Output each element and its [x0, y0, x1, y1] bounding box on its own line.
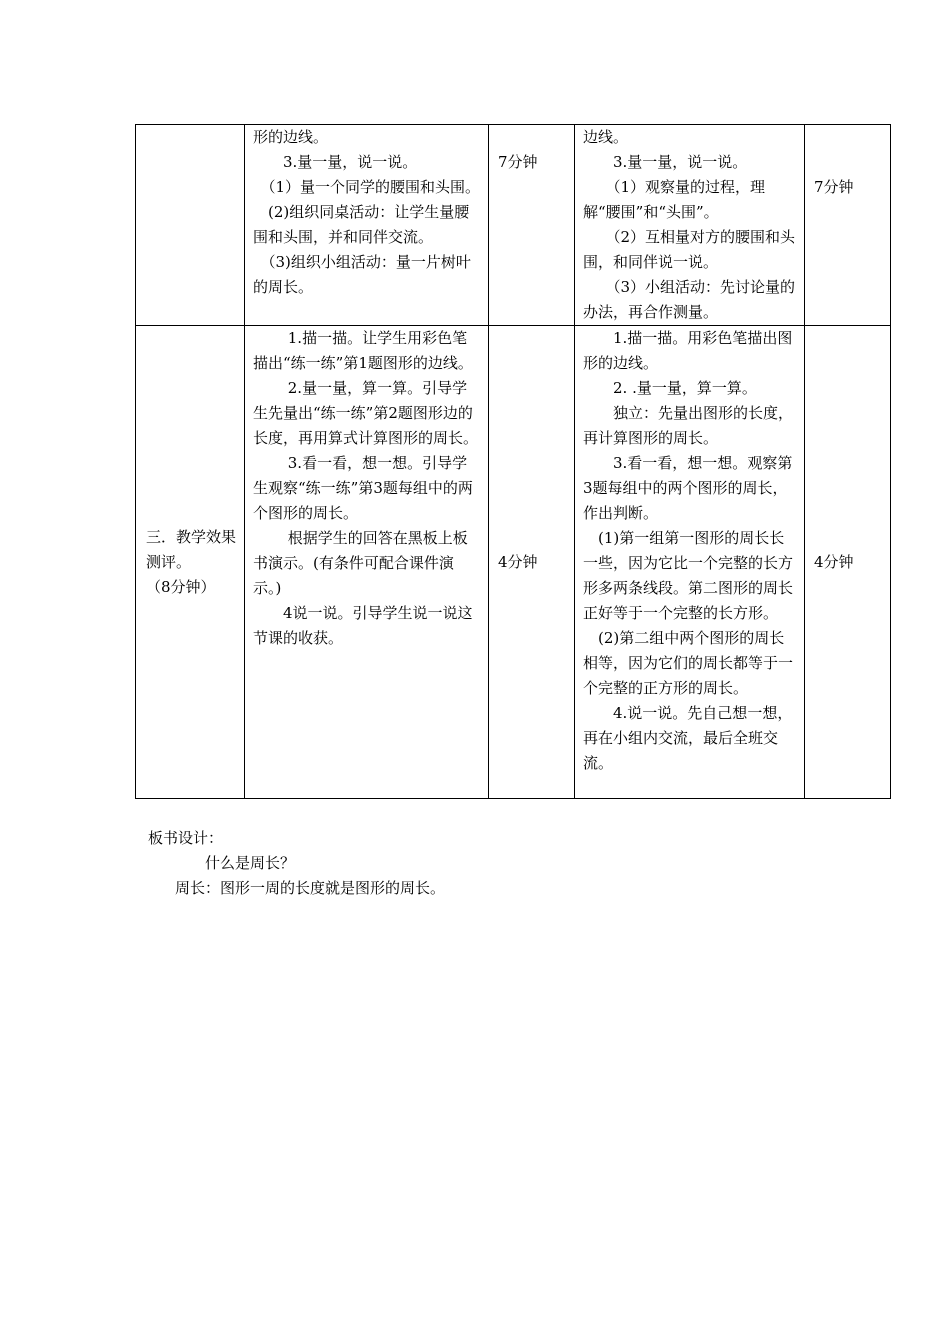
table-row — [136, 326, 891, 799]
student-paragraph: 边线。 — [583, 128, 629, 146]
stage-cell — [136, 326, 245, 799]
teacher-paragraph: 4说一说。引导学生说一说这节课的收获。 — [253, 604, 473, 647]
board-design-definition: 周长：图形一周的长度就是图形的周长。 — [175, 879, 446, 897]
teacher-paragraph: （3)组织小组活动：量一片树叶的周长。 — [253, 253, 471, 296]
teacher-time: 7分钟 — [498, 153, 538, 171]
student-paragraph: (2)第二组中两个图形的周长相等，因为它们的周长都等于一个完整的正方形的周长。 — [583, 629, 794, 697]
teacher-paragraph: （1）量一个同学的腰围和头围。 — [253, 178, 481, 196]
teacher-activity-cell — [245, 125, 489, 326]
student-paragraph: （1）观察量的过程，理解“腰围”和“头围”。 — [583, 178, 766, 221]
board-design-heading: 板书设计： — [148, 829, 224, 847]
stage-cell — [136, 125, 245, 326]
student-activity-cell — [575, 326, 805, 799]
stage-title: 三．教学效果测评。 — [146, 527, 237, 571]
student-paragraph: 3.看一看，想一想。观察第3题每组中的两个图形的周长，作出判断。 — [583, 454, 793, 522]
student-activity-cell — [575, 125, 805, 326]
teacher-activity-cell — [245, 326, 489, 799]
student-paragraph: 1.描一描。用彩色笔描出图形的边线。 — [583, 329, 793, 372]
student-paragraph: 3.量一量，说一说。 — [583, 153, 748, 171]
board-design-question: 什么是周长？ — [205, 854, 296, 872]
teacher-paragraph: 1.描一描。让学生用彩色笔描出“练一练”第1题图形的边线。 — [253, 329, 473, 372]
student-time-cell — [805, 125, 891, 326]
student-time: 7分钟 — [814, 178, 854, 196]
student-paragraph: 4.说一说。先自己想一想，再在小组内交流，最后全班交流。 — [583, 704, 793, 772]
student-paragraph: 2. .量一量，算一算。 — [583, 379, 757, 397]
teacher-paragraph: 3.量一量，说一说。 — [253, 153, 418, 171]
teacher-time-cell — [489, 326, 575, 799]
student-paragraph: （2）互相量对方的腰围和头围，和同伴说一说。 — [583, 228, 796, 271]
teacher-paragraph: 2.量一量，算一算。引导学生先量出“练一练”第2题图形边的长度，再用算式计算图形的周长。 — [253, 379, 479, 447]
student-paragraph: (1)第一组第一图形的周长长一些，因为它比一个完整的长方形多两条线段。第二图形的周长正好等于一个完整的长方形。 — [583, 529, 794, 622]
student-paragraph: 独立：先量出图形的长度，再计算图形的周长。 — [583, 404, 794, 447]
teacher-time: 4分钟 — [498, 552, 538, 571]
board-design — [148, 826, 445, 901]
teacher-paragraph: (2)组织同桌活动：让学生量腰围和头围，并和同伴交流。 — [253, 203, 470, 246]
student-time: 4分钟 — [814, 552, 854, 571]
student-time-cell — [805, 326, 891, 799]
lesson-plan-table — [135, 124, 891, 799]
teacher-paragraph: 形的边线。 — [253, 128, 329, 146]
table-row — [136, 125, 891, 326]
teacher-time-cell — [489, 125, 575, 326]
student-paragraph: （3）小组活动：先讨论量的办法，再合作测量。 — [583, 278, 796, 321]
teacher-paragraph: 3.看一看，想一想。引导学生观察“练一练”第3题每组中的两个图形的周长。 — [253, 454, 473, 522]
stage-duration: （8分钟） — [146, 577, 216, 596]
teacher-paragraph: 根据学生的回答在黑板上板书演示。(有条件可配合课件演示。) — [253, 529, 468, 597]
